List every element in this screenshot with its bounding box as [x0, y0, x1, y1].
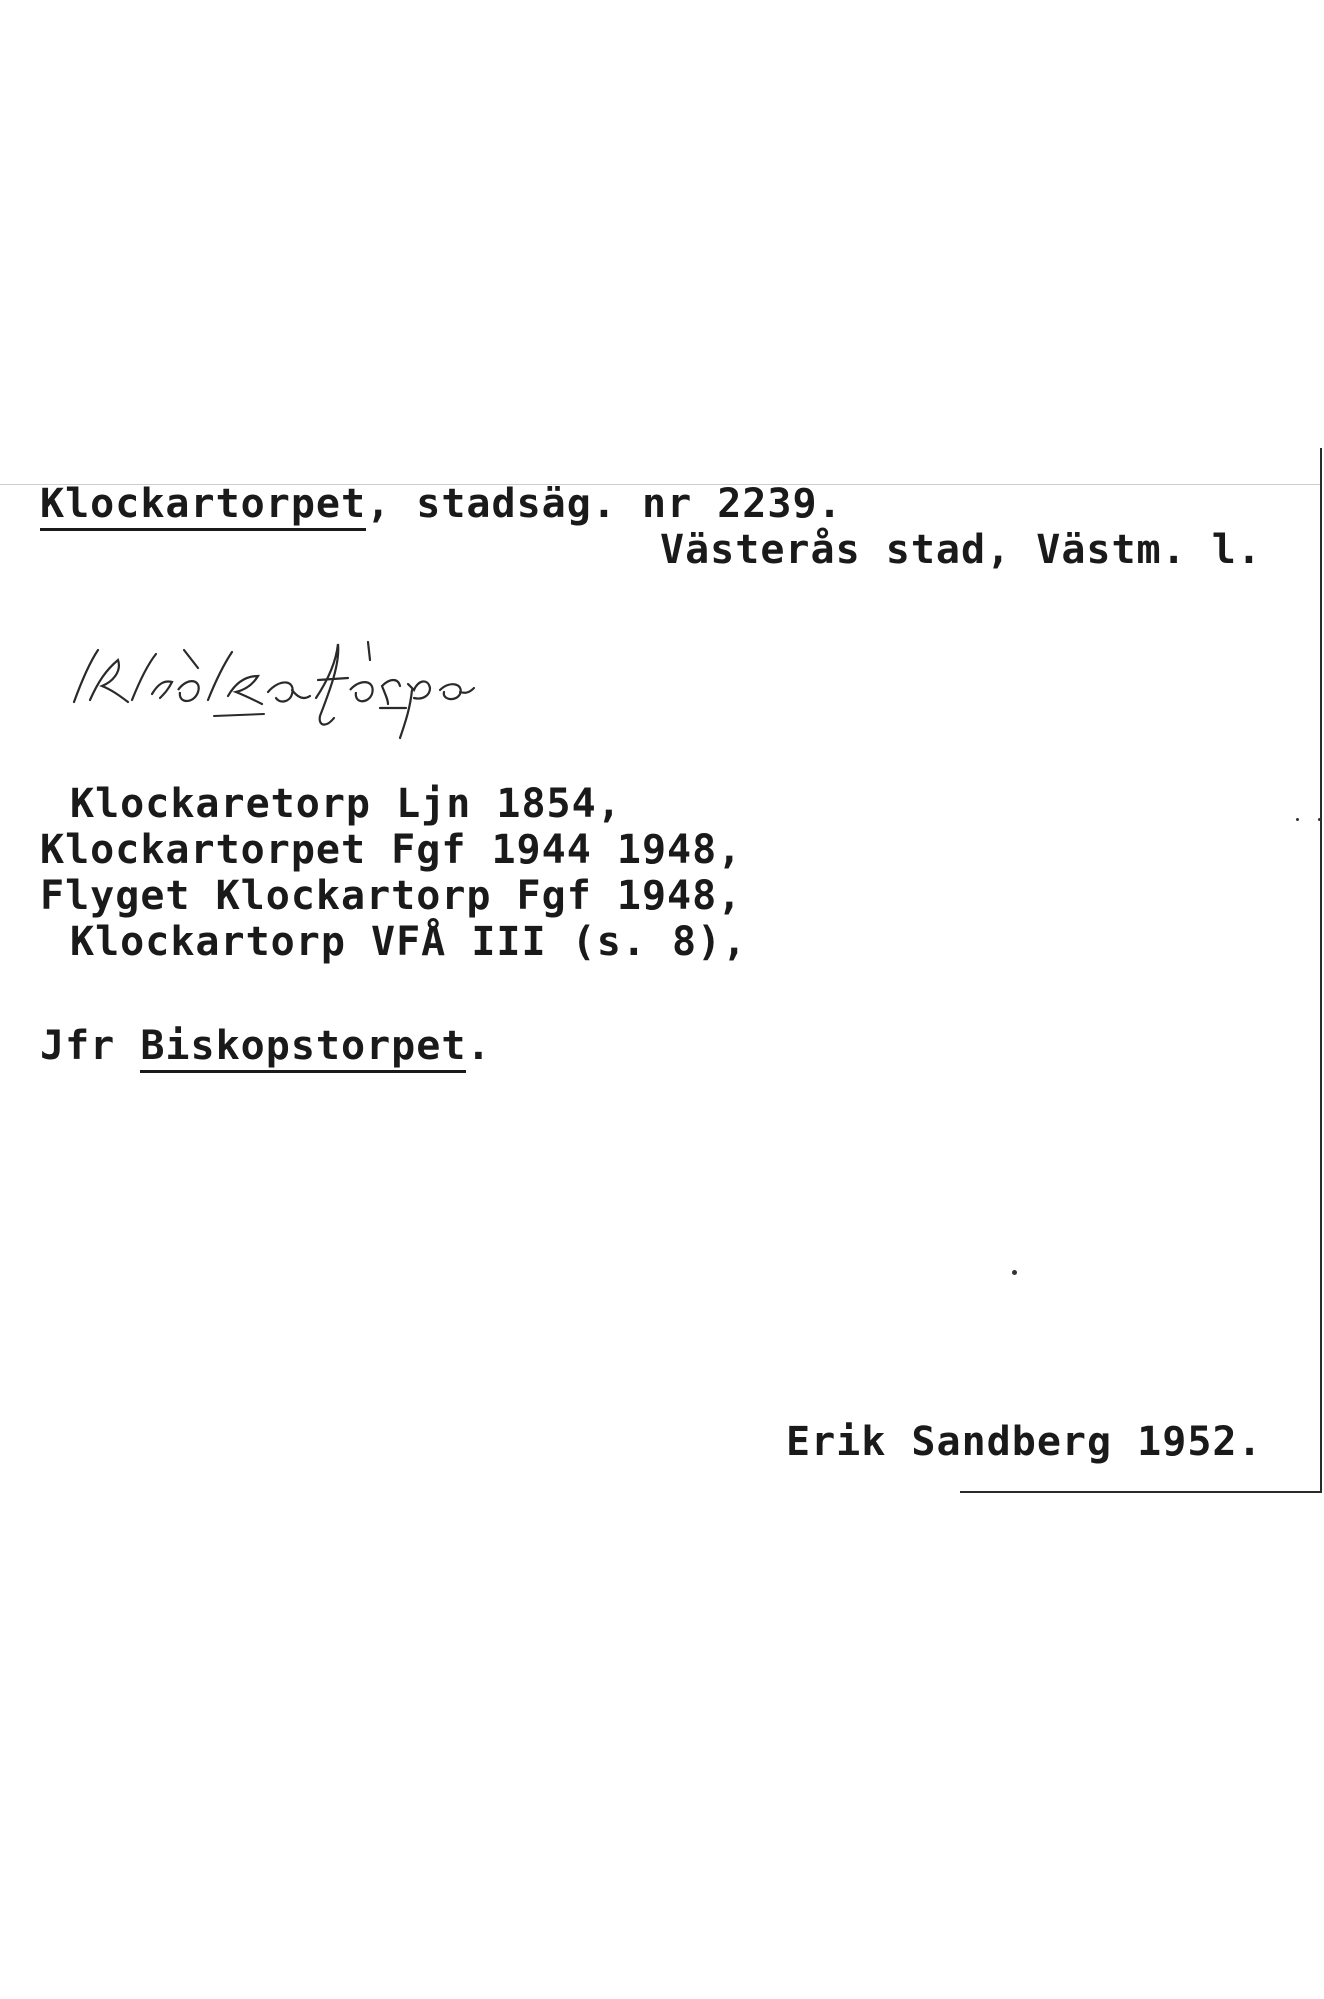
ink-speck	[1318, 818, 1321, 821]
card-title-line	[40, 482, 843, 526]
cross-reference-line	[40, 1024, 492, 1068]
reference-line: Klockaretorp Ljn 1854,	[70, 781, 622, 827]
cross-reference-prefix: Jfr	[40, 1023, 141, 1069]
signature-line: Erik Sandberg 1952.	[786, 1419, 1263, 1465]
ink-speck	[1296, 818, 1299, 821]
reference-line: Flyget Klockartorp Fgf 1948,	[40, 873, 743, 919]
reference-line: Klockartorp VFÅ III (s. 8),	[70, 919, 748, 965]
cross-reference-suffix: .	[466, 1023, 492, 1069]
card-right-edge	[1320, 448, 1322, 1493]
place-name: Klockartorpet	[40, 481, 366, 531]
reference-line: Klockartorpet Fgf 1944 1948,	[40, 827, 743, 873]
ink-speck	[1012, 1270, 1017, 1275]
property-number: , stadsäg. nr 2239.	[366, 481, 843, 527]
handwritten-pronunciation	[68, 620, 548, 740]
location-line: Västerås stad, Västm. l.	[660, 527, 1262, 573]
card-bottom-edge	[960, 1491, 1322, 1493]
cross-reference-link[interactable]: Biskopstorpet	[140, 1023, 466, 1073]
